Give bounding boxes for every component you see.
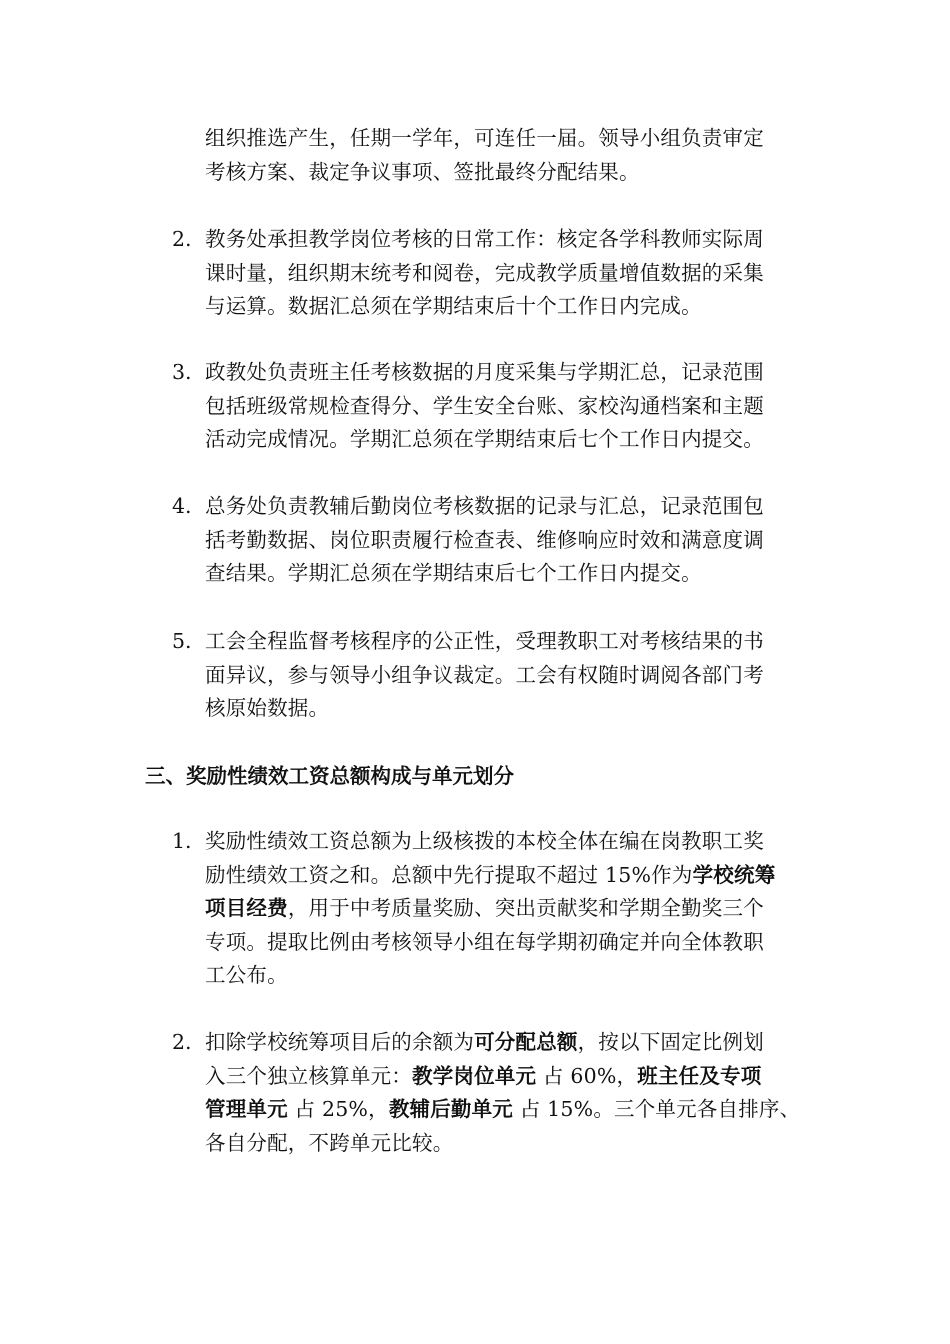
text-line: 组织推选产生，任期一学年，可连任一届。领导小组负责审定 [205,126,764,150]
continued-paragraph [205,122,810,189]
text-run: ，按以下固定比例划 [577,1030,764,1054]
list-number: 1. [172,829,192,853]
text-run: 占 25%， [287,1097,389,1121]
bold-term: 项目经费 [205,896,288,920]
bold-term: 管理单元 [205,1097,288,1121]
bold-term: 学校统筹 [692,862,776,887]
text-line: 课时量，组织期末统考和阅卷，完成教学质量增值数据的采集 [205,260,764,285]
list-number: 3. [172,360,192,384]
text-line: 工公布。 [205,963,288,987]
list-item [205,1026,810,1160]
bold-term: 教辅后勤单元 [388,1097,514,1121]
text-line: 工会全程监督考核程序的公正性，受理教职工对考核结果的书 [205,629,764,653]
list-number: 2. [172,1030,192,1054]
text-line: 核原始数据。 [205,696,330,720]
text-line [205,859,810,893]
list-number: 2. [172,227,192,251]
text-run: 占 60%， [536,1063,638,1088]
text-line [205,892,810,926]
text-line: 括考勤数据、岗位职责履行检查表、维修响应时效和满意度调 [205,527,764,552]
text-line: 查结果。学期汇总须在学期结束后七个工作日内提交。 [205,561,702,585]
bold-term: 教学岗位单元 [412,1063,537,1088]
list-number: 5. [172,629,192,653]
text-line: 面异议，参与领导小组争议裁定。工会有权随时调阅各部门考 [205,662,764,687]
list-item [205,625,810,726]
text-run: 扣除学校统筹项目后的余额为 [205,1030,475,1054]
text-run: 入三个独立核算单元： [205,1063,412,1088]
text-line [205,1093,810,1127]
text-line: 包括班级常规检查得分、学生安全台账、家校沟通档案和主题 [205,393,764,418]
text-line [205,1060,810,1094]
text-line: 专项。提取比例由考核领导小组在每学期初确定并向全体教职 [205,929,764,954]
text-run: ，用于中考质量奖励、突出贡献奖和学期全勤奖三个 [287,896,764,920]
text-line: 奖励性绩效工资总额为上级核拨的本校全体在编在岗教职工奖 [205,829,764,853]
list-item [205,223,810,324]
text-line: 教务处承担教学岗位考核的日常工作：核定各学科教师实际周 [205,227,764,251]
text-line: 与运算。数据汇总须在学期结束后十个工作日内完成。 [205,294,702,318]
text-line: 各自分配，不跨单元比较。 [205,1130,454,1155]
list-item [205,356,810,457]
text-run: 占 15%。三个单元各自排序、 [513,1097,801,1121]
text-line: 政教处负责班主任考核数据的月度采集与学期汇总，记录范围 [205,360,764,384]
bold-term: 可分配总额 [474,1030,578,1054]
text-line [205,1026,810,1060]
text-run: 励性绩效工资之和。总额中先行提取不超过 15%作为 [205,862,693,887]
list-item [205,490,810,591]
text-line: 活动完成情况。学期汇总须在学期结束后七个工作日内提交。 [205,427,764,451]
text-line: 考核方案、裁定争议事项、签批最终分配结果。 [205,159,640,184]
section-heading: 三、奖励性绩效工资总额构成与单元划分 [145,764,514,788]
list-item [205,825,810,993]
text-line: 总务处负责教辅后勤岗位考核数据的记录与汇总，记录范围包 [205,494,764,518]
list-number: 4. [172,494,192,518]
bold-term: 班主任及专项 [637,1063,762,1088]
